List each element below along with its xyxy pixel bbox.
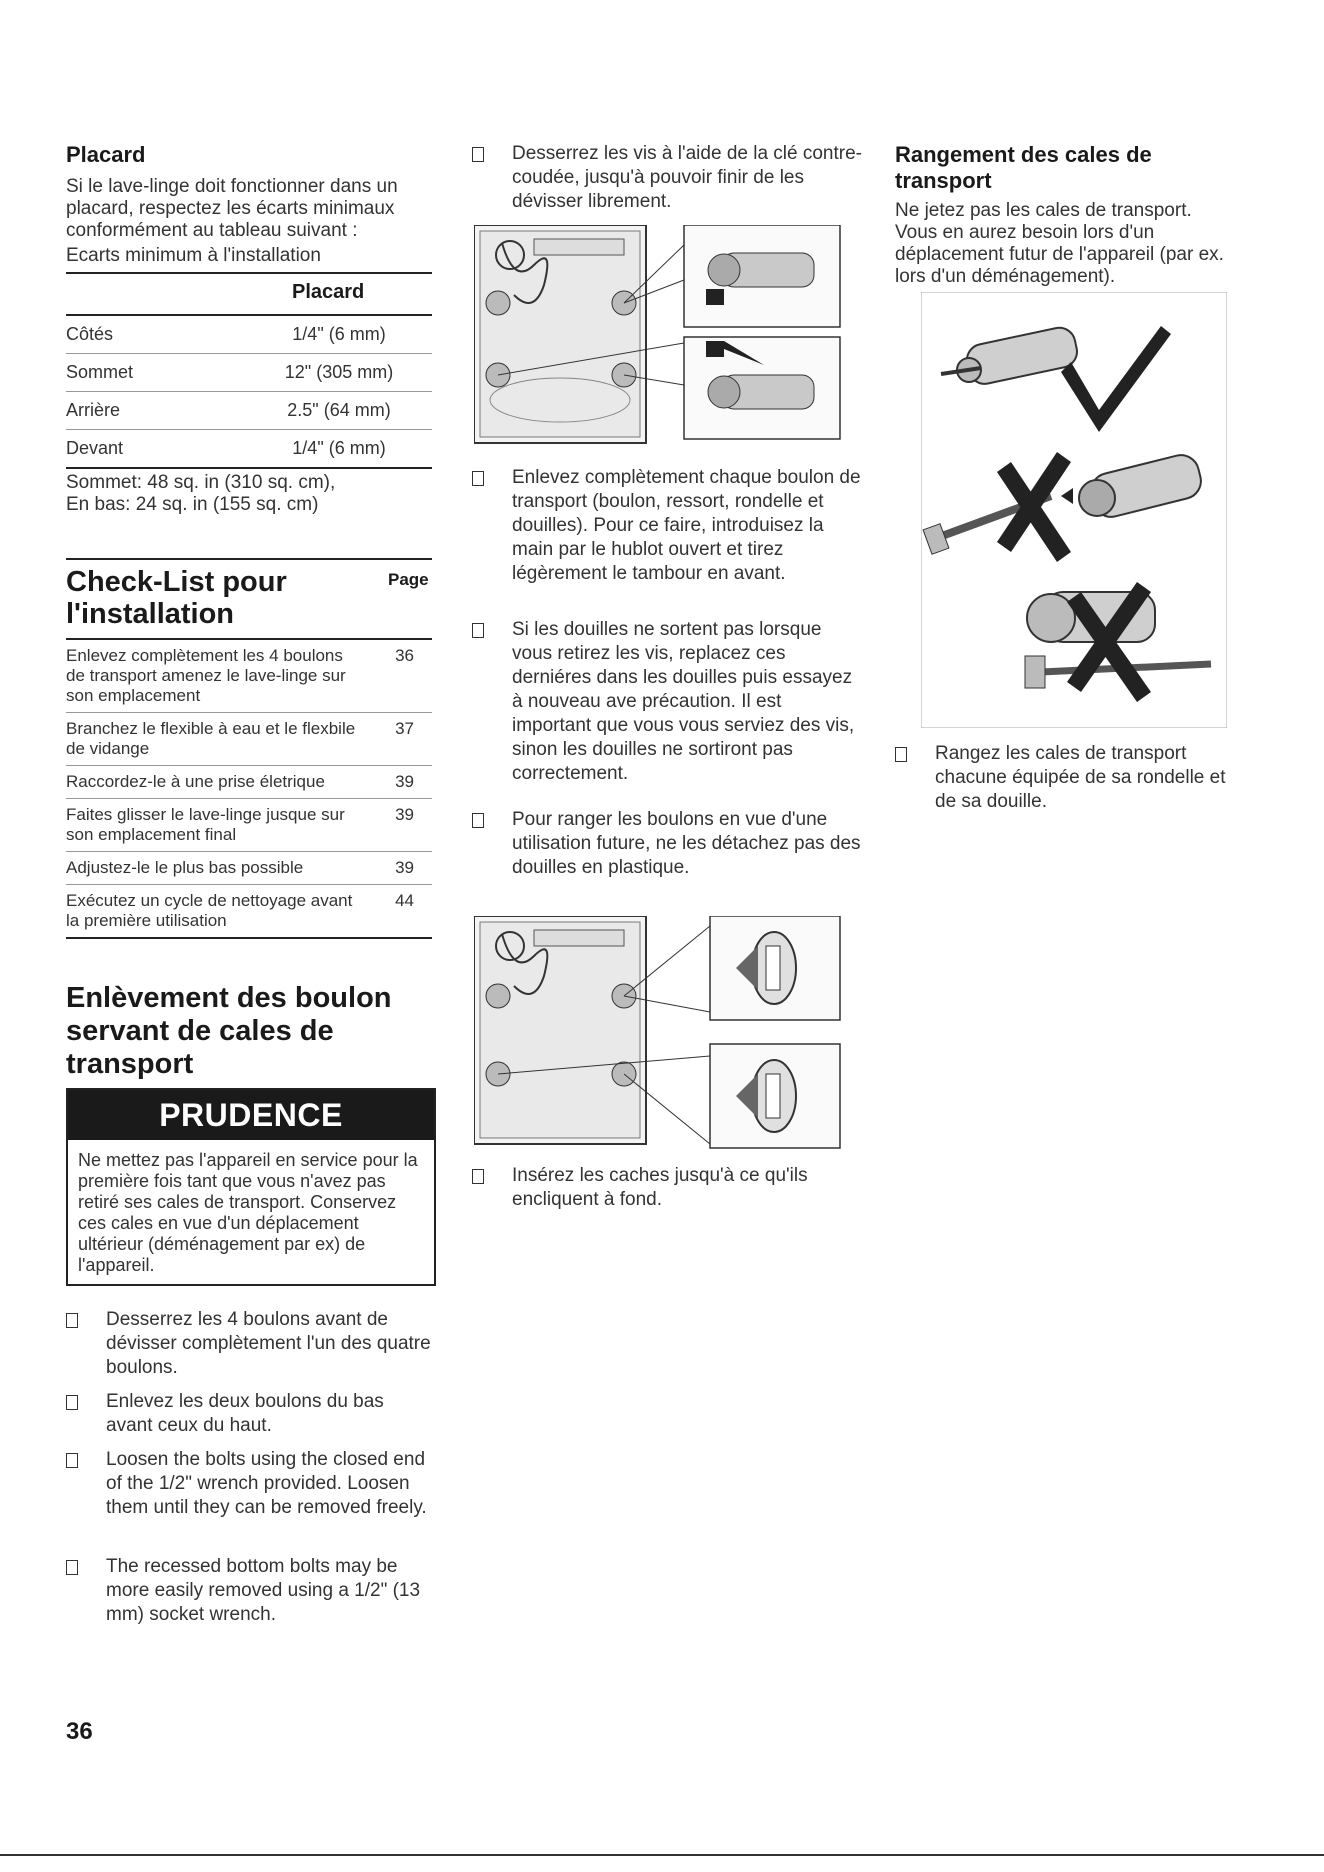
list-item-text: Desserrez les 4 boulons avant de dévisser complètement l'un des quatre boulons. bbox=[106, 1309, 431, 1378]
page-number: 36 bbox=[66, 1718, 93, 1745]
list-item-text: Pour ranger les boulons en vue d'une utilisation future, ne les détachez pas des douilles en plastique. bbox=[512, 809, 861, 878]
list-item bbox=[66, 1555, 432, 1627]
checklist-item-page: 39 bbox=[395, 858, 414, 877]
clearance-table-header bbox=[66, 274, 432, 316]
row-label: Devant bbox=[66, 438, 124, 458]
checklist-item-text: Exécutez un cycle de nettoyage avant la première utilisation bbox=[66, 891, 353, 930]
checklist-item-text: Raccordez-le à une prise életrique bbox=[66, 772, 325, 791]
checklist-item-text: Enlevez complètement les 4 boulons de transport amenez le lave-linge sur son emplacement bbox=[66, 646, 346, 705]
clearance-table bbox=[66, 272, 432, 469]
checklist-item bbox=[66, 766, 432, 799]
caution-label: PRUDENCE bbox=[68, 1090, 434, 1140]
list-item bbox=[472, 1164, 864, 1212]
list-item bbox=[66, 1448, 432, 1520]
list-item bbox=[895, 742, 1235, 814]
bottom-rule bbox=[0, 1854, 1324, 1856]
checklist-item-page: 44 bbox=[395, 891, 414, 910]
bolt-loosening-figure bbox=[474, 225, 844, 445]
checklist-item bbox=[66, 713, 432, 766]
list-item-text: Desserrez les vis à l'aide de la clé contre-coudée, jusqu'à pouvoir finir de les dévisser librement. bbox=[512, 143, 862, 212]
table-row bbox=[66, 354, 432, 392]
removal-title-line1: Enlèvement des boulon bbox=[66, 982, 392, 1014]
checklist-table bbox=[66, 638, 432, 939]
storage-text: Ne jetez pas les cales de transport. Vous en aurez besoin lors d'un déplacement futur de l'appareil (par ex. lors d'un déménagement). bbox=[895, 200, 1224, 287]
list-item-text: Rangez les cales de transport chacune équipée de sa rondelle et de sa douille. bbox=[935, 743, 1226, 812]
list-item bbox=[472, 618, 864, 786]
list-item bbox=[472, 808, 864, 880]
storage-title-line1: Rangement des cales de bbox=[895, 142, 1152, 167]
checklist-title-rule bbox=[66, 558, 432, 560]
checklist-title-line1: Check-List pour bbox=[66, 566, 287, 598]
row-value: 1/4" (6 mm) bbox=[292, 438, 386, 458]
checklist-item bbox=[66, 885, 432, 939]
list-item bbox=[66, 1390, 432, 1438]
checklist-item-page: 39 bbox=[395, 772, 414, 791]
storage-figure bbox=[921, 292, 1227, 728]
checkbox-square-icon bbox=[472, 623, 484, 638]
table-row bbox=[66, 430, 432, 469]
row-label: Sommet bbox=[66, 362, 134, 382]
checkbox-square-icon bbox=[66, 1395, 78, 1410]
checklist-item-page: 39 bbox=[395, 805, 414, 824]
checklist-item bbox=[66, 640, 432, 713]
list-item-text: Loosen the bolts using the closed end of the 1/2" wrench provided. Loosen them until they can be removed freely. bbox=[106, 1449, 427, 1518]
list-item bbox=[472, 466, 864, 586]
cap-insert-figure bbox=[474, 916, 844, 1150]
placard-caption: Ecarts minimum à l'installation bbox=[66, 245, 321, 266]
checkbox-square-icon bbox=[66, 1453, 78, 1468]
list-item-text: Enlevez complètement chaque boulon de transport (boulon, ressort, rondelle et douilles). Pour ce faire, introduisez la main par le hublot ouvert et tirez légèrement le tambour en avant. bbox=[512, 467, 861, 584]
vent-bottom-text: En bas: 24 sq. in (155 sq. cm) bbox=[66, 494, 319, 515]
removal-title-line2: servant de cales de bbox=[66, 1015, 334, 1047]
checkbox-square-icon bbox=[472, 471, 484, 486]
storage-title-line2: transport bbox=[895, 168, 992, 193]
caution-text: Ne mettez pas l'appareil en service pour la première fois tant que vous n'avez pas retiré ses cales de transport. Conservez ces cales en vue d'un déplacement ultérieur (déménagement par ex) de l'appareil. bbox=[78, 1150, 418, 1275]
row-value: 1/4" (6 mm) bbox=[292, 324, 386, 344]
row-value: 12" (305 mm) bbox=[284, 362, 394, 382]
checklist-item bbox=[66, 799, 432, 852]
checkbox-square-icon bbox=[472, 813, 484, 828]
removal-title-line3: transport bbox=[66, 1048, 194, 1080]
checkbox-square-icon bbox=[472, 147, 484, 162]
caution-box bbox=[66, 1088, 436, 1286]
table-header-label: Placard bbox=[292, 281, 365, 303]
checkbox-square-icon bbox=[66, 1313, 78, 1328]
checklist-item-text: Faites glisser le lave-linge jusque sur son emplacement final bbox=[66, 805, 345, 844]
row-value: 2.5" (64 mm) bbox=[287, 400, 391, 420]
table-row bbox=[66, 392, 432, 430]
table-row bbox=[66, 316, 432, 354]
placard-title: Placard bbox=[66, 142, 146, 167]
placard-intro: Si le lave-linge doit fonctionner dans un placard, respectez les écarts minimaux conformément au tableau suivant : bbox=[66, 176, 398, 241]
list-item-text: The recessed bottom bolts may be more easily removed using a 1/2" (13 mm) socket wrench. bbox=[106, 1556, 421, 1625]
list-item-text: Insérez les caches jusqu'à ce qu'ils encliquent à fond. bbox=[512, 1165, 808, 1210]
checklist-item-text: Branchez le flexible à eau et le flexbile de vidange bbox=[66, 719, 356, 758]
vent-top-text: Sommet: 48 sq. in (310 sq. cm), bbox=[66, 472, 336, 493]
checkbox-square-icon bbox=[472, 1169, 484, 1184]
checklist-item-text: Adjustez-le le plus bas possible bbox=[66, 858, 304, 877]
list-item-text: Enlevez les deux boulons du bas avant ceux du haut. bbox=[106, 1391, 384, 1436]
checklist-item-page: 36 bbox=[395, 646, 414, 665]
checklist-item-page: 37 bbox=[395, 719, 414, 738]
checklist-title-line2: l'installation bbox=[66, 598, 235, 630]
list-item bbox=[472, 142, 864, 214]
row-label: Côtés bbox=[66, 324, 114, 344]
list-item-text: Si les douilles ne sortent pas lorsque vous retirez les vis, replacez ces derniéres dans les douilles puis essayez à nouveau ave précaution. Il est important que vous vous serviez des vis, sinon les douilles ne sortiront pas correctement. bbox=[512, 619, 855, 784]
checklist-page-header: Page bbox=[388, 570, 429, 589]
list-item bbox=[66, 1308, 432, 1380]
checkbox-square-icon bbox=[66, 1560, 78, 1575]
checklist-item bbox=[66, 852, 432, 885]
checkbox-square-icon bbox=[895, 747, 907, 762]
row-label: Arrière bbox=[66, 400, 121, 420]
